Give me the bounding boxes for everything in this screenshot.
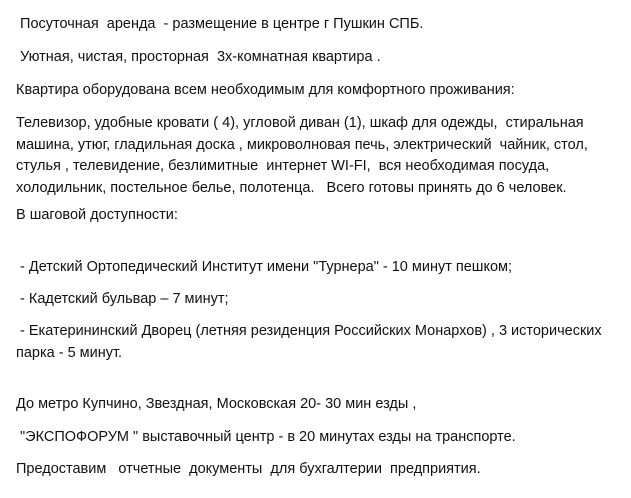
- paragraph-documents: Предоставим отчетные документы для бухгалтерии предприятия.: [16, 461, 481, 477]
- paragraph-nearby-institute: - Детский Ортопедический Институт имени "Турнера" - 10 минут пешком;: [16, 259, 513, 275]
- paragraph-nearby-palace: - Екатерининский Дворец (летняя резиденция Российских Монархов) , 3 исторических парка - 5 минут.: [16, 323, 606, 361]
- paragraph-metro: До метро Купчино, Звездная, Московская 20- 30 мин езды ,: [16, 396, 417, 412]
- paragraph-nearby-heading: В шаговой доступности:: [16, 207, 178, 223]
- paragraph-description: Уютная, чистая, просторная 3х-комнатная квартира .: [16, 49, 381, 65]
- paragraph-nearby-boulevard: - Кадетский бульвар – 7 минут;: [16, 291, 229, 307]
- paragraph-expoforum: "ЭКСПОФОРУМ " выставочный центр - в 20 минутах езды на транспорте.: [16, 429, 516, 445]
- paragraph-equipment-intro: Квартира оборудована всем необходимым для комфортного проживания:: [16, 82, 515, 98]
- paragraph-amenities: Телевизор, удобные кровати ( 4), угловой диван (1), шкаф для одежды, стиральная машина, утюг, гладильная доска , микроволновая печь, электрический чайник, стол, стулья , телевидение, безлимитные интернет WI-FI, вся необходимая посуда, холодильник, постельное белье, полотенца. Всего готовы принять до 6 человек.: [16, 115, 592, 196]
- paragraph-title: Посуточная аренда - размещение в центре г Пушкин СПБ.: [16, 16, 424, 32]
